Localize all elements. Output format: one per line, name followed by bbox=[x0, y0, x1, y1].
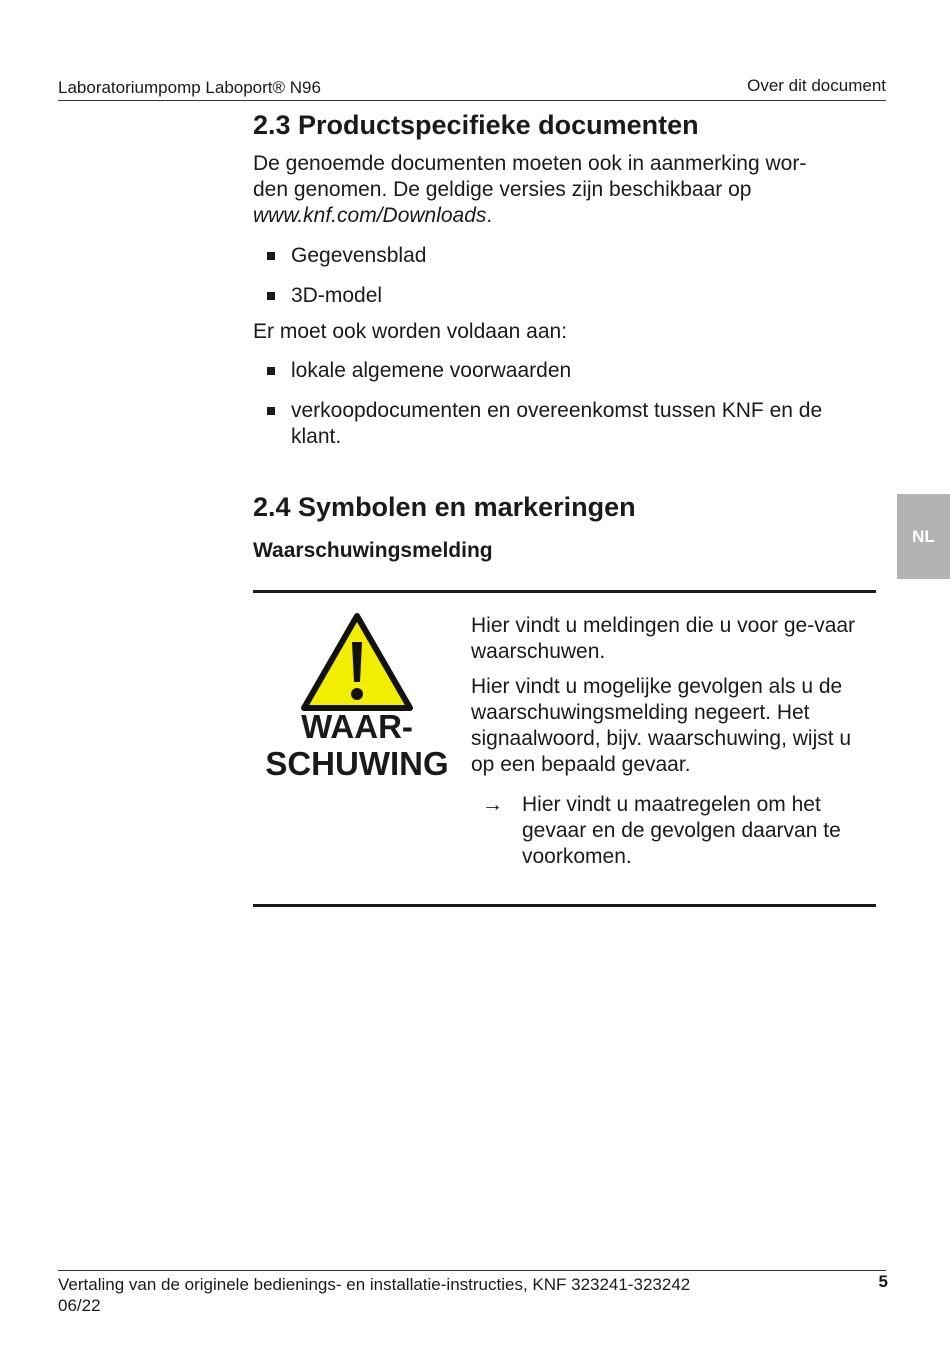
warning-consequences: Hier vindt u mogelijke gevolgen als u de waarschuwingsmelding negeert. Het signaalwoord, bijv. waarschuwing, wijst u op een bepaald gevaar. bbox=[471, 675, 852, 776]
downloads-link[interactable]: www.knf.com/Downloads bbox=[253, 204, 487, 227]
bullet-square-icon bbox=[267, 407, 275, 415]
header-title: Laboratoriumpomp Laboport® N96 bbox=[58, 78, 321, 97]
warning-description: Hier vindt u meldingen die u voor ge-vaar waarschuwen. bbox=[471, 614, 856, 663]
intro-line-2: den genomen. De geldige versies zijn beschikbaar op bbox=[253, 178, 752, 201]
footer-line-2: 06/22 bbox=[58, 1296, 101, 1315]
footer-line-1: Vertaling van de originele bedienings- en installatie-instructies, KNF 323241-323242 bbox=[58, 1275, 691, 1294]
warning-triangle-icon bbox=[300, 612, 414, 712]
list-item: lokale algemene voorwaarden bbox=[253, 358, 873, 384]
warning-box-bottom-rule bbox=[253, 904, 876, 907]
conditions-list bbox=[253, 358, 873, 450]
arrow-right-icon: → bbox=[482, 793, 503, 816]
signal-word bbox=[262, 708, 452, 782]
list-item: Gegevensblad bbox=[253, 243, 873, 269]
warning-action bbox=[482, 792, 872, 872]
intro-line-3: www.knf.com/Downloads. bbox=[253, 204, 493, 227]
header-divider bbox=[58, 100, 886, 101]
documents-list bbox=[253, 243, 873, 309]
section-2-4-title: 2.4 Symbolen en markeringen bbox=[253, 492, 636, 522]
list-item: 3D-model bbox=[253, 283, 873, 309]
header-section: Over dit document bbox=[747, 76, 886, 95]
footer-divider bbox=[58, 1270, 886, 1271]
comply-text: Er moet ook worden voldaan aan: bbox=[253, 320, 568, 343]
signal-word-line-2: SCHUWING bbox=[265, 745, 449, 782]
bullet-square-icon bbox=[267, 292, 275, 300]
footer-text bbox=[58, 1274, 690, 1316]
warning-box-top-rule bbox=[253, 590, 876, 593]
warning-action-text: Hier vindt u maatregelen om het gevaar en de gevolgen daarvan te voorkomen. bbox=[522, 793, 841, 868]
bullet-square-icon bbox=[267, 367, 275, 375]
warning-subtitle: Waarschuwingsmelding bbox=[253, 539, 493, 562]
section-2-3-title: 2.3 Productspecifieke documenten bbox=[253, 110, 699, 140]
bullet-square-icon bbox=[267, 252, 275, 260]
language-tab bbox=[897, 494, 950, 579]
signal-word-line-1: WAAR- bbox=[301, 708, 413, 745]
list-item: verkoopdocumenten en overeenkomst tussen KNF en de klant. bbox=[253, 398, 871, 450]
language-tab-label: NL bbox=[912, 526, 935, 546]
page-number: 5 bbox=[878, 1272, 888, 1291]
intro-line-1: De genoemde documenten moeten ook in aanmerking wor- bbox=[253, 152, 807, 175]
section-2-3-intro bbox=[253, 151, 873, 229]
